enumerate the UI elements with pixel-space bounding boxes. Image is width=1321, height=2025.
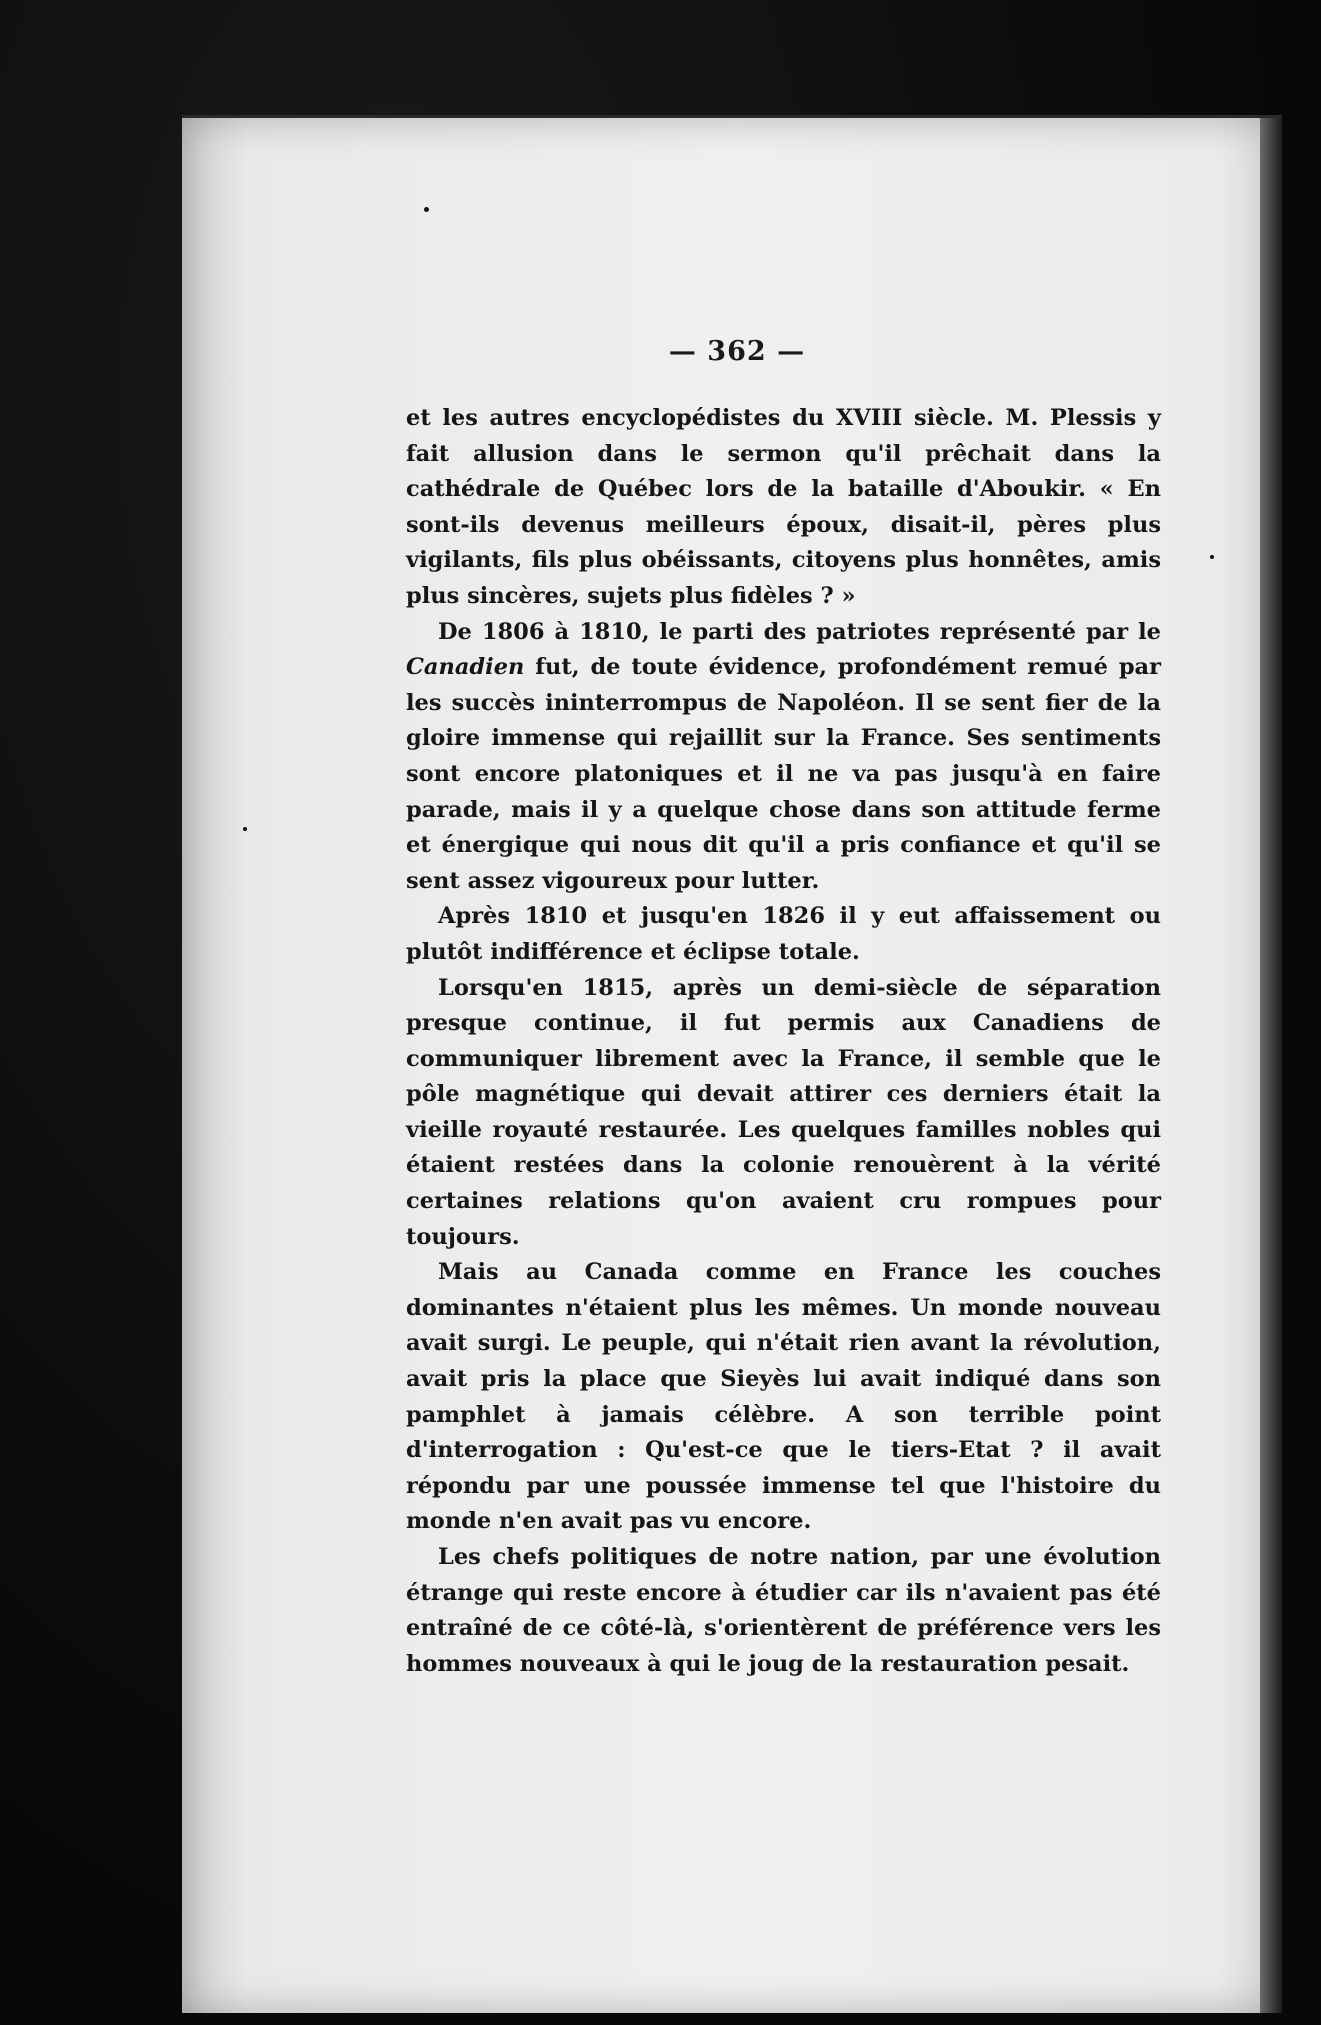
paragraph: Lorsqu'en 1815, après un demi-siècle de séparation presque continue, il fut permis aux Canadiens de communiquer librement avec la France, il semble que le pôle magnétique qui devait attirer ces derniers était la vieille royauté restaurée. Les quelques familles nobles qui étaient restées dans la colonie renouèrent à la vérité certaines relations qu'on avaient cru rompues pour toujours. bbox=[406, 974, 1161, 1250]
paragraph: Mais au Canada comme en France les couches dominantes n'étaient plus les mêmes. Un monde nouveau avait surgi. Le peuple, qui n'était rien avant la révolution, avait pris la place que Sieyès lui avait indiqué dans son pamphlet à jamais célèbre. A son terrible point d'interrogation : Qu'est-ce que le tiers-Etat ? il avait répondu par une poussée immense tel que l'histoire du monde n'en avait pas vu encore. bbox=[406, 1259, 1161, 1535]
paragraph: et les autres encyclopédistes du XVIII siècle. M. Plessis y fait allusion dans le sermon qu'il prêchait dans la cathédrale de Québec lors de la bataille d'Aboukir. « En sont-ils devenus meilleurs époux, disait-il, pères plus vigilants, fils plus obéissants, citoyens plus honnêtes, amis plus sincères, sujets plus fidèles ? » bbox=[406, 405, 1161, 609]
paragraph-text: De 1806 à 1810, le parti des patriotes représenté par le bbox=[438, 618, 1161, 645]
newspaper-title: Canadien bbox=[406, 654, 525, 681]
page-number: — 362 — bbox=[668, 336, 806, 367]
page-binding-edge bbox=[1260, 118, 1282, 2013]
dust-speck bbox=[1210, 555, 1214, 559]
dust-speck bbox=[243, 827, 247, 831]
paragraph: Les chefs politiques de notre nation, par une évolution étrange qui reste encore à étudier car ils n'avaient pas été entraîné de ce côté-là, s'orientèrent de préférence vers les hommes nouveaux à qui le joug de la restauration pesait. bbox=[406, 1544, 1161, 1677]
body-text bbox=[406, 401, 1161, 1682]
paragraph bbox=[406, 615, 1161, 900]
paragraph-text: fut, de toute évidence, profondément remué par les succès ininterrompus de Napoléon. Il se sent fier de la gloire immense qui rejaillit sur la France. Ses sentiments sont encore platoniques et il ne va pas jusqu'à en faire parade, mais il y a quelque chose dans son attitude ferme et énergique qui nous dit qu'il a pris confiance et qu'il se sent assez vigoureux pour lutter. bbox=[406, 654, 1161, 894]
dust-speck bbox=[424, 207, 429, 212]
paragraph: Après 1810 et jusqu'en 1826 il y eut affaissement ou plutôt indifférence et éclipse totale. bbox=[406, 903, 1161, 965]
